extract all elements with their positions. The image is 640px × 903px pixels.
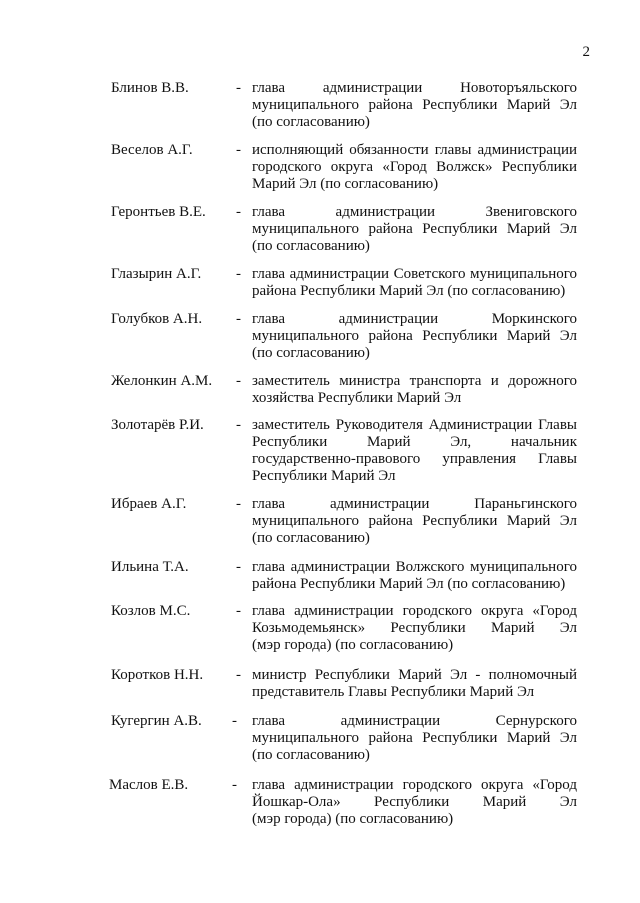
position-line: [252, 114, 577, 131]
position-line-text: глава администрации городского округа «Город: [252, 603, 577, 619]
position-line-text: государственно-правового управления Главы: [252, 451, 577, 467]
position-line: [252, 159, 577, 176]
entry-dash: -: [236, 80, 241, 96]
position-line: [252, 730, 577, 747]
member-position: [252, 204, 577, 255]
member-name: Глазырин А.Г.: [111, 266, 202, 282]
position-line-text: Республики Марий Эл: [252, 468, 396, 484]
position-line-text: (мэр города) (по согласованию): [252, 811, 454, 827]
position-line: [252, 373, 577, 390]
position-line: [252, 713, 577, 730]
member-position: [252, 496, 577, 547]
member-position: [252, 603, 577, 654]
entry-dash: -: [236, 603, 241, 619]
member-name: Кугергин А.В.: [111, 713, 202, 729]
position-line: [252, 777, 577, 794]
entry-dash: -: [236, 417, 241, 433]
position-line: [252, 468, 577, 485]
position-line: [252, 142, 577, 159]
position-line: [252, 311, 577, 328]
position-line-text: (по согласованию): [252, 114, 370, 130]
position-line: [252, 451, 577, 468]
position-line: [252, 204, 577, 221]
member-name: Маслов Е.В.: [109, 777, 189, 793]
position-line: [252, 811, 577, 828]
entry-dash: -: [236, 559, 241, 575]
position-line: [252, 328, 577, 345]
position-line: [252, 530, 577, 547]
position-line-text: хозяйства Республики Марий Эл: [252, 390, 462, 406]
position-line-text: Йошкар-Ола» Республики Марий Эл: [252, 794, 577, 810]
position-line: [252, 390, 577, 407]
position-line-text: (мэр города) (по согласованию): [252, 637, 454, 653]
member-name: Геронтьев В.Е.: [111, 204, 206, 220]
position-line-text: муниципального района Республики Марий Эл: [252, 97, 577, 113]
position-line: [252, 496, 577, 513]
position-line-text: муниципального района Республики Марий Эл: [252, 328, 577, 344]
position-line-text: (по согласованию): [252, 345, 370, 361]
position-line-text: (по согласованию): [252, 530, 370, 546]
position-line-text: заместитель министра транспорта и дорожного: [252, 373, 577, 389]
member-name: Козлов М.С.: [111, 603, 191, 619]
position-line-text: района Республики Марий Эл (по согласованию): [252, 283, 566, 299]
member-position: [252, 311, 577, 362]
position-line-text: глава администрации Советского муниципального: [252, 266, 577, 282]
position-line-text: министр Республики Марий Эл - полномочный: [252, 667, 577, 683]
position-line-text: заместитель Руководителя Администрации Главы: [252, 417, 577, 433]
position-line: [252, 513, 577, 530]
position-line-text: (по согласованию): [252, 747, 370, 763]
position-line: [252, 80, 577, 97]
position-line: [252, 283, 577, 300]
member-position: [252, 667, 577, 701]
member-position: [252, 417, 577, 485]
position-line: [252, 176, 577, 193]
member-name: Голубков А.Н.: [111, 311, 203, 327]
position-line-text: глава администрации Параньгинского: [252, 496, 577, 512]
entry-dash: -: [232, 777, 237, 793]
member-name: Золотарёв Р.И.: [111, 417, 204, 433]
position-line-text: муниципального района Республики Марий Эл: [252, 221, 577, 237]
position-line-text: глава администрации Новоторъяльского: [252, 80, 577, 96]
member-position: [252, 80, 577, 131]
position-line: [252, 417, 577, 434]
entry-dash: -: [236, 311, 241, 327]
entry-dash: -: [232, 713, 237, 729]
member-name: Ибраев А.Г.: [111, 496, 187, 512]
member-name: Ильина Т.А.: [111, 559, 189, 575]
position-line-text: глава администрации Звениговского: [252, 204, 577, 220]
position-line-text: глава администрации Моркинского: [252, 311, 577, 327]
position-line-text: представитель Главы Республики Марий Эл: [252, 684, 535, 700]
position-line: [252, 794, 577, 811]
position-line-text: Марий Эл (по согласованию): [252, 176, 439, 192]
position-line-text: муниципального района Республики Марий Эл: [252, 513, 577, 529]
position-line: [252, 221, 577, 238]
position-line: [252, 266, 577, 283]
position-line: [252, 603, 577, 620]
position-line-text: района Республики Марий Эл (по согласованию): [252, 576, 566, 592]
position-line-text: глава администрации городского округа «Город: [252, 777, 577, 793]
entry-dash: -: [236, 496, 241, 512]
position-line: [252, 97, 577, 114]
member-position: [252, 777, 577, 828]
member-name: Веселов А.Г.: [111, 142, 193, 158]
position-line-text: (по согласованию): [252, 238, 370, 254]
position-line: [252, 559, 577, 576]
position-line-text: исполняющий обязанности главы администрации: [252, 142, 577, 158]
entry-dash: -: [236, 667, 241, 683]
member-name: Желонкин А.М.: [111, 373, 213, 389]
member-position: [252, 373, 577, 407]
entry-dash: -: [236, 373, 241, 389]
position-line: [252, 637, 577, 654]
entry-dash: -: [236, 142, 241, 158]
entry-dash: -: [236, 266, 241, 282]
position-line: [252, 576, 577, 593]
member-position: [252, 559, 577, 593]
member-name: Коротков Н.Н.: [111, 667, 204, 683]
position-line: [252, 434, 577, 451]
position-line: [252, 620, 577, 637]
position-line-text: глава администрации Сернурского: [252, 713, 577, 729]
position-line: [252, 238, 577, 255]
member-position: [252, 713, 577, 764]
entry-dash: -: [236, 204, 241, 220]
position-line-text: муниципального района Республики Марий Эл: [252, 730, 577, 746]
member-position: [252, 266, 577, 300]
member-name: Блинов В.В.: [111, 80, 189, 96]
position-line-text: городского округа «Город Волжск» Республики: [252, 159, 577, 175]
member-position: [252, 142, 577, 193]
position-line-text: глава администрации Волжского муниципального: [252, 559, 577, 575]
page-number: 2: [582, 44, 590, 60]
position-line-text: Республики Марий Эл, начальник: [252, 434, 577, 450]
position-line: [252, 747, 577, 764]
position-line: [252, 684, 577, 701]
position-line: [252, 667, 577, 684]
position-line-text: Козьмодемьянск» Республики Марий Эл: [252, 620, 577, 636]
position-line: [252, 345, 577, 362]
